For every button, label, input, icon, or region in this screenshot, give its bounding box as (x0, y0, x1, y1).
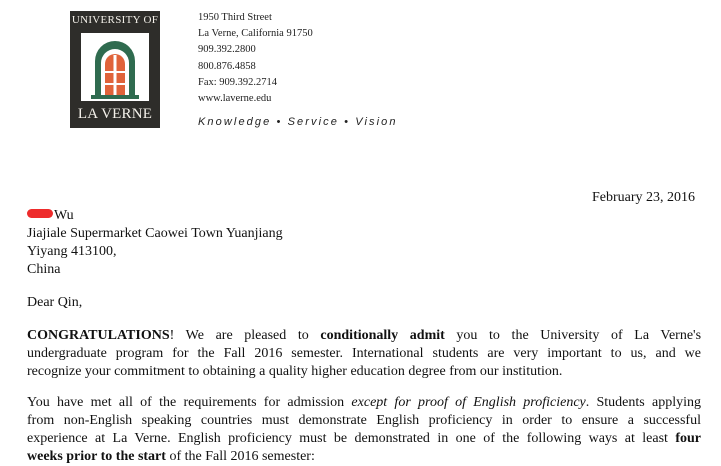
logo-text-bottom: LA VERNE (77, 106, 153, 122)
recipient-line-2: Jiajiale Supermarket Caowei Town Yuanjiang (27, 226, 283, 241)
address-city: La Verne, California 91750 (198, 28, 313, 40)
salutation: Dear Qin, (27, 295, 83, 310)
english-proficiency-italic: except for proof of English proficiency (351, 395, 586, 410)
paragraph-1-line-2: undergraduate program for the Fall 2016 semester. International students are very important to us, and we (27, 346, 701, 361)
paragraph-2-line-4: weeks prior to the start of the Fall 2016 semester: (27, 449, 315, 464)
address-street: 1950 Third Street (198, 12, 272, 23)
paragraph-2-line-1: You have met all of the requirements for admission except for proof of English proficiency. Students applying (27, 395, 701, 410)
redaction-mark (27, 209, 53, 218)
logo-text-top: UNIVERSITY OF (71, 14, 159, 26)
paragraph-2-line-3: experience at La Verne. English proficiency must be demonstrated in one of the following ways at least four (27, 431, 701, 446)
address-website: www.laverne.edu (198, 93, 272, 105)
letter-date: February 23, 2016 (592, 190, 696, 205)
recipient-line-4: China (27, 262, 61, 277)
recipient-name: Wu (54, 208, 74, 223)
conditionally-admit-bold: conditionally admit (320, 328, 445, 343)
congratulations-bold: CONGRATULATIONS (27, 328, 170, 343)
weeks-prior-bold: weeks prior to the start (27, 449, 166, 464)
paragraph-requirements (27, 394, 701, 466)
paragraph-1-line-3: recognize your commitment to obtaining a quality higher education degree from our institution. (27, 364, 563, 379)
letterhead-address (198, 10, 313, 107)
four-bold: four (675, 431, 701, 446)
address-phone-1: 909.392.2800 (198, 44, 256, 56)
university-logo (70, 11, 160, 128)
address-phone-2: 800.876.4858 (198, 60, 256, 72)
recipient-name-line (27, 207, 283, 225)
motto: Knowledge • Service • Vision (198, 116, 398, 128)
recipient-line-3: Yiyang 413100, (27, 244, 117, 259)
recipient-address (27, 207, 283, 279)
address-fax: Fax: 909.392.2714 (198, 76, 278, 88)
paragraph-1-line-1: CONGRATULATIONS! We are pleased to conditionally admit you to the University of La Verne's (27, 328, 702, 343)
paragraph-2-line-2: from non-English speaking countries must demonstrate English proficiency in order to ensure a successful (27, 413, 701, 428)
doorway-emblem-icon (81, 33, 149, 101)
paragraph-congratulations (27, 327, 701, 381)
